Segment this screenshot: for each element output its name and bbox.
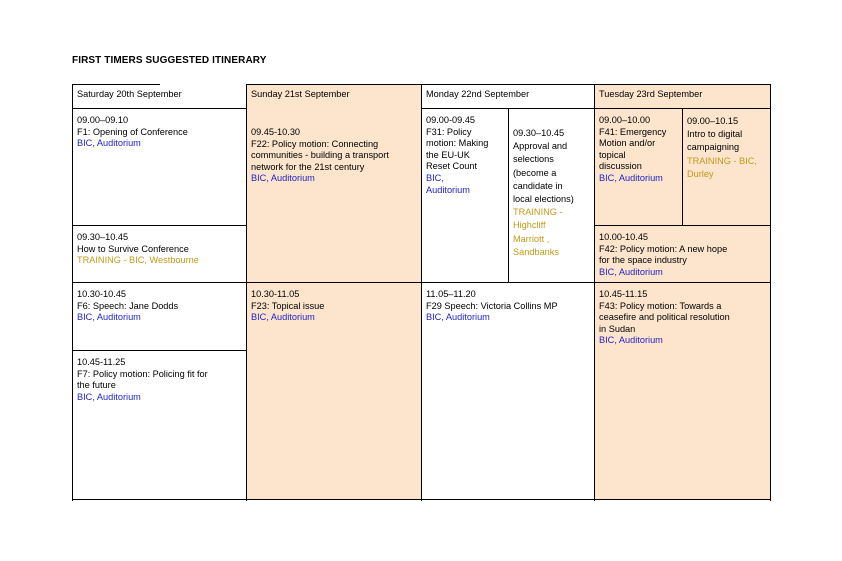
session-time: 11.05–11.20 <box>426 289 476 299</box>
grid-line <box>682 109 683 226</box>
grid-line <box>508 109 509 283</box>
session-location: Highcliff <box>513 220 546 231</box>
grid-line <box>246 84 771 85</box>
session-tue-space <box>594 226 771 282</box>
session-location: TRAINING - <box>513 207 563 218</box>
page-title: FIRST TIMERS SUGGESTED ITINERARY <box>72 55 267 66</box>
session-mon-selections <box>508 121 594 281</box>
session-title: (become a <box>513 167 557 178</box>
session-title: Reset Count <box>426 161 478 172</box>
session-title: selections <box>513 154 554 165</box>
session-title: F31: Policy <box>426 126 472 137</box>
session-title: local elections) <box>513 194 574 205</box>
session-sun-topical <box>246 283 421 363</box>
session-title: communities - building a transport <box>251 150 389 161</box>
session-sat-policing <box>72 351 246 500</box>
session-location: BIC, Auditorium <box>77 391 141 402</box>
session-tue-digital <box>682 109 771 225</box>
session-location: BIC, Auditorium <box>426 312 490 323</box>
session-title: Approval and <box>513 141 568 152</box>
session-location: BIC, Auditorium <box>599 266 663 277</box>
grid-line <box>72 84 73 501</box>
session-title: F42: Policy motion: A new hope <box>599 243 728 254</box>
session-title: F29 Speech: Victoria Collins MP <box>426 300 558 311</box>
grid-line <box>246 84 247 501</box>
session-time: 10.30-11.05 <box>251 289 300 299</box>
session-location: Sandbanks <box>513 246 559 257</box>
session-location: BIC, Auditorium <box>77 138 141 149</box>
session-time: 09.00–10.00 <box>599 115 651 125</box>
grid-line <box>421 108 771 109</box>
session-sat-dodds <box>72 283 246 350</box>
session-title: motion: Making <box>426 138 489 149</box>
session-mon-collins <box>421 283 594 363</box>
session-title: Intro to digital <box>687 129 743 140</box>
session-title: How to Survive Conference <box>77 243 189 254</box>
session-time: 09.00-09.45 <box>426 115 476 125</box>
session-location: BIC, Auditorium <box>77 312 141 323</box>
grid-line <box>72 350 247 351</box>
session-location: BIC, Auditorium <box>599 172 663 183</box>
session-title: in Sudan <box>599 323 636 334</box>
grid-line <box>770 84 771 501</box>
session-time: 09.30–10.45 <box>513 128 565 138</box>
session-title: the EU-UK <box>426 149 470 160</box>
grid-line <box>594 84 595 501</box>
session-title: discussion <box>599 161 642 172</box>
day-header-monday: Monday 22nd September <box>426 89 530 99</box>
grid-line <box>72 225 247 226</box>
session-title: F23: Topical issue <box>251 300 325 311</box>
grid-line <box>72 108 247 109</box>
session-title: topical <box>599 149 626 160</box>
session-title: campaigning <box>687 142 740 153</box>
session-time: 10.45-11.25 <box>77 357 126 367</box>
session-tue-sudan <box>594 283 771 363</box>
session-title: F43: Policy motion: Towards a <box>599 300 722 311</box>
session-title: F22: Policy motion: Connecting <box>251 138 379 149</box>
session-time: 10.30-10.45 <box>77 289 127 299</box>
session-location: BIC, <box>426 172 444 183</box>
session-title: the future <box>77 380 116 391</box>
session-title: Motion and/or <box>599 138 656 149</box>
session-time: 09.30–10.45 <box>77 232 129 242</box>
session-title: ceasefire and political resolution <box>599 312 730 323</box>
grid-line <box>594 225 771 226</box>
session-title: F6: Speech: Jane Dodds <box>77 300 179 311</box>
session-title: F1: Opening of Conference <box>77 126 188 137</box>
grid-line <box>421 84 422 501</box>
session-location: Marriott , <box>513 233 550 244</box>
grid-line <box>72 499 771 500</box>
session-title: F7: Policy motion: Policing fit for <box>77 368 208 379</box>
session-sat-opening <box>72 109 246 225</box>
session-location: TRAINING - BIC, Westbourne <box>77 255 199 266</box>
session-location: BIC, Auditorium <box>599 335 663 346</box>
session-time: 10.45-11.15 <box>599 289 648 299</box>
session-title: network for the 21st century <box>251 161 365 172</box>
day-header-tuesday: Tuesday 23rd September <box>599 89 703 99</box>
day-header-saturday: Saturday 20th September <box>77 89 182 99</box>
session-location: Durley <box>687 168 714 179</box>
session-location: BIC, Auditorium <box>251 312 315 323</box>
session-mon-eu-uk <box>421 109 508 282</box>
session-time: 09.00–10.15 <box>687 116 739 126</box>
session-location: BIC, Auditorium <box>251 173 315 184</box>
session-time: 09.00–09.10 <box>77 115 129 125</box>
session-sun-transport <box>246 121 421 281</box>
session-title: for the space industry <box>599 255 687 266</box>
session-title: candidate in <box>513 180 563 191</box>
session-sat-survive <box>72 226 246 282</box>
session-location: TRAINING - BIC, <box>687 155 757 166</box>
day-header-sunday: Sunday 21st September <box>251 89 350 99</box>
session-time: 09.45-10.30 <box>251 127 301 137</box>
session-time: 10.00-10.45 <box>599 232 649 242</box>
session-tue-emergency <box>594 109 682 225</box>
grid-line <box>72 282 771 283</box>
session-location: Auditorium <box>426 184 470 195</box>
session-title: F41: Emergency <box>599 126 667 137</box>
